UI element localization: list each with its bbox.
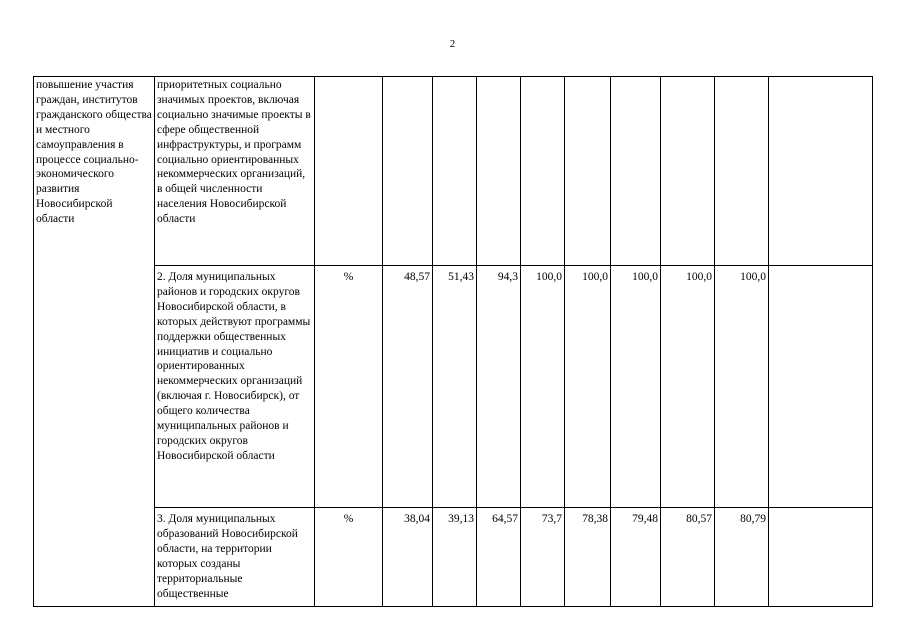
unit-cell: %: [315, 266, 383, 508]
value-cell: [769, 77, 873, 266]
value-cell: 80,57: [661, 508, 715, 607]
value-cell: [611, 77, 661, 266]
value-cell: [769, 266, 873, 508]
value-cell: 100,0: [661, 266, 715, 508]
value-cell: 100,0: [715, 266, 769, 508]
table-row: [34, 266, 873, 508]
value-cell: 39,13: [433, 508, 477, 607]
table-row: [34, 508, 873, 607]
value-cell: 94,3: [477, 266, 521, 508]
page-number: 2: [449, 38, 456, 50]
value-cell: 38,04: [383, 508, 433, 607]
value-cell: 79,48: [611, 508, 661, 607]
value-cell: 48,57: [383, 266, 433, 508]
value-cell: 51,43: [433, 266, 477, 508]
table-row: [34, 77, 873, 266]
unit-cell: %: [315, 508, 383, 607]
indicator-cell: 3. Доля муниципальных образований Новосибирской области, на территории которых созданы территориальные общественные: [155, 508, 315, 607]
indicator-cell: 2. Доля муниципальных районов и городских округов Новосибирской области, в которых действуют программы поддержки общественных инициатив и социально ориентированных некоммерческих организаций (включая г. Новосибирск), от общего количества муниципальных районов и городских округов Новосибирской области: [155, 266, 315, 508]
value-cell: [477, 77, 521, 266]
value-cell: [715, 77, 769, 266]
value-cell: [433, 77, 477, 266]
value-cell: [383, 77, 433, 266]
value-cell: [521, 77, 565, 266]
indicators-table: [33, 76, 873, 607]
value-cell: 64,57: [477, 508, 521, 607]
value-cell: 100,0: [611, 266, 661, 508]
value-cell: [769, 508, 873, 607]
value-cell: 100,0: [521, 266, 565, 508]
unit-cell: [315, 77, 383, 266]
value-cell: 73,7: [521, 508, 565, 607]
indicator-cell: приоритетных социально значимых проектов, включая социально значимые проекты в сфере общественной инфраструктуры, и программ социально ориентированных некоммерческих организаций, в общей численности населения Новосибирской области: [155, 77, 315, 266]
value-cell: 80,79: [715, 508, 769, 607]
value-cell: 100,0: [565, 266, 611, 508]
value-cell: [661, 77, 715, 266]
value-cell: [565, 77, 611, 266]
value-cell: 78,38: [565, 508, 611, 607]
goal-cell: повышение участия граждан, институтов гражданского общества и местного самоуправления в процессе социально-экономического развития Новосибирской области: [34, 77, 155, 607]
